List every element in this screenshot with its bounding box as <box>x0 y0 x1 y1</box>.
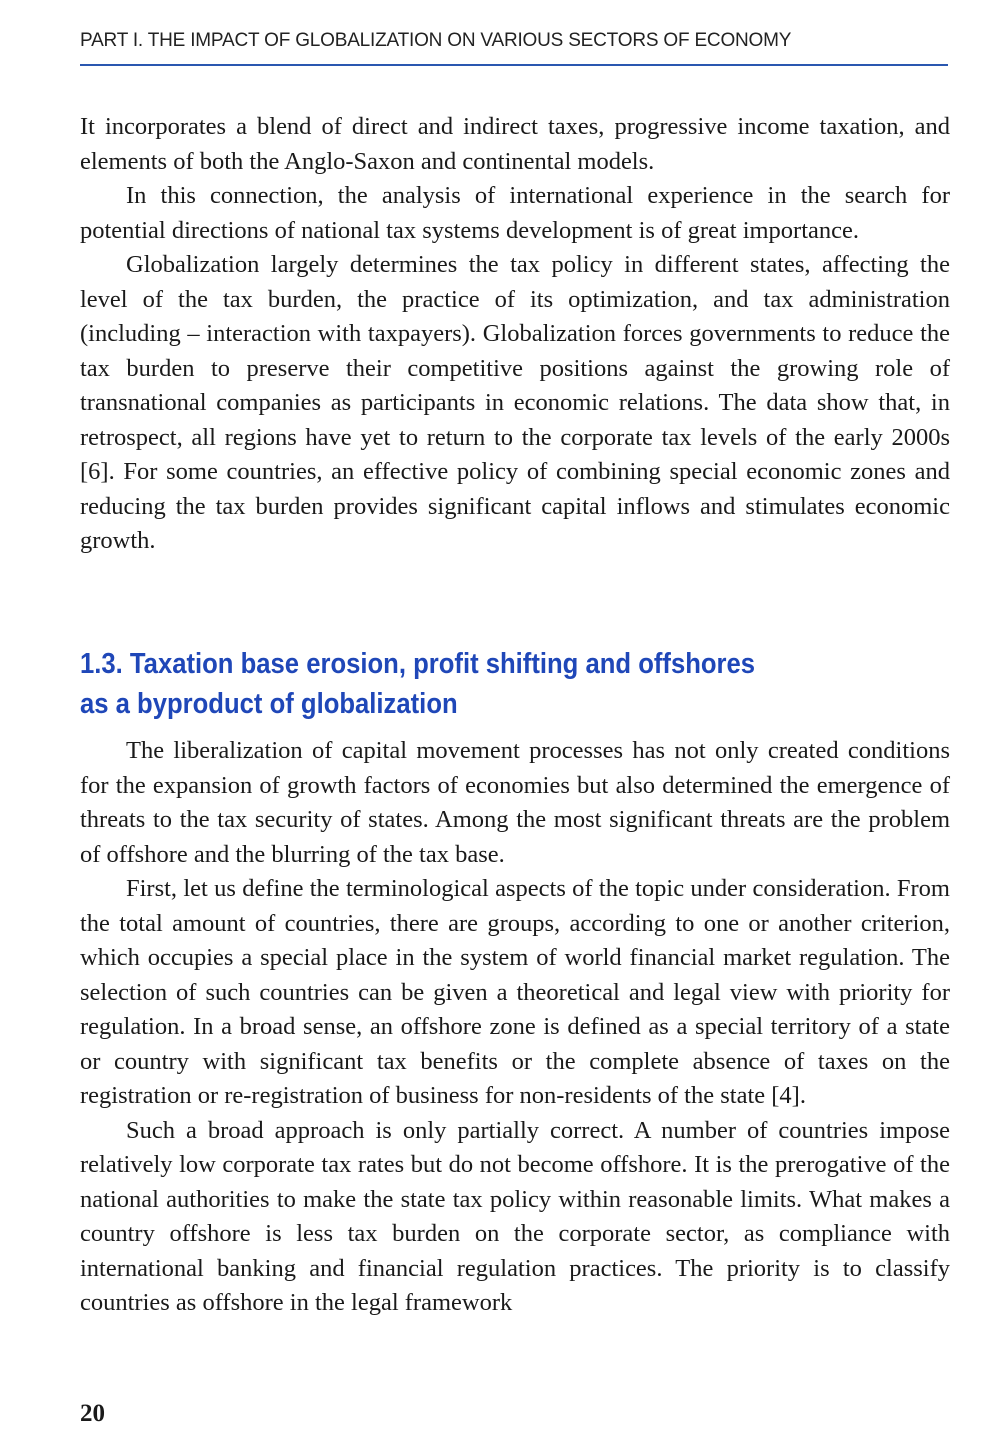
paragraph: It incorporates a blend of direct and indirect taxes, progressive income taxation, and elements of both the Anglo-Saxon and continental models. <box>80 113 950 175</box>
intro-text <box>80 110 950 559</box>
paragraph: The liberalization of capital movement processes has not only created conditions for the expansion of growth factors of economies but also determined the emergence of threats to the tax security of states. Among the most significant threats are the problem of offshore and the blurring of the tax base. <box>80 737 950 868</box>
section-text <box>80 734 950 1321</box>
paragraph: First, let us define the terminological aspects of the topic under consideration. From the total amount of countries, there are groups, according to one or another criterion, which occupies a special place in the system of world financial market regulation. The selection of such countries can be given a theoretical and legal view with priority for regulation. In a broad sense, an offshore zone is defined as a special territory of a state or country with significant tax benefits or the complete absence of taxes on the registration or re-registration of business for non-residents of the state [4]. <box>80 875 950 1109</box>
paragraph: Such a broad approach is only partially correct. A number of countries impose relatively low corporate tax rates but do not become offshore. It is the prerogative of the national authorities to make the state tax policy within reasonable limits. What makes a country offshore is less tax burden on the corporate sector, as compliance with international banking and financial regulation practices. The priority is to classify countries as offshore in the legal framework <box>80 1116 950 1316</box>
header-rule <box>80 64 948 66</box>
section-heading-line-1: 1.3. Taxation base erosion, profit shifting and offshores <box>80 648 756 680</box>
section-heading <box>80 644 863 724</box>
section-heading-line-2: as a byproduct of globalization <box>80 688 458 720</box>
page-number: 20 <box>80 1400 105 1427</box>
paragraph: In this connection, the analysis of international experience in the search for potential directions of national tax systems development is of great importance. <box>80 182 950 244</box>
running-header: PART I. THE IMPACT OF GLOBALIZATION ON VARIOUS SECTORS OF ECONOMY <box>80 30 792 51</box>
paragraph: Globalization largely determines the tax policy in different states, affecting the level of the tax burden, the practice of its optimization, and tax administration (including – interaction with taxpayers). Globalization forces governments to reduce the tax burden to preserve their competitive positions against the growing role of transnational companies as participants in economic relations. The data show that, in retrospect, all regions have yet to return to the corporate tax levels of the early 2000s [6]. For some countries, an effective policy of combining special economic zones and reducing the tax burden provides significant capital inflows and stimulates economic growth. <box>80 251 950 554</box>
